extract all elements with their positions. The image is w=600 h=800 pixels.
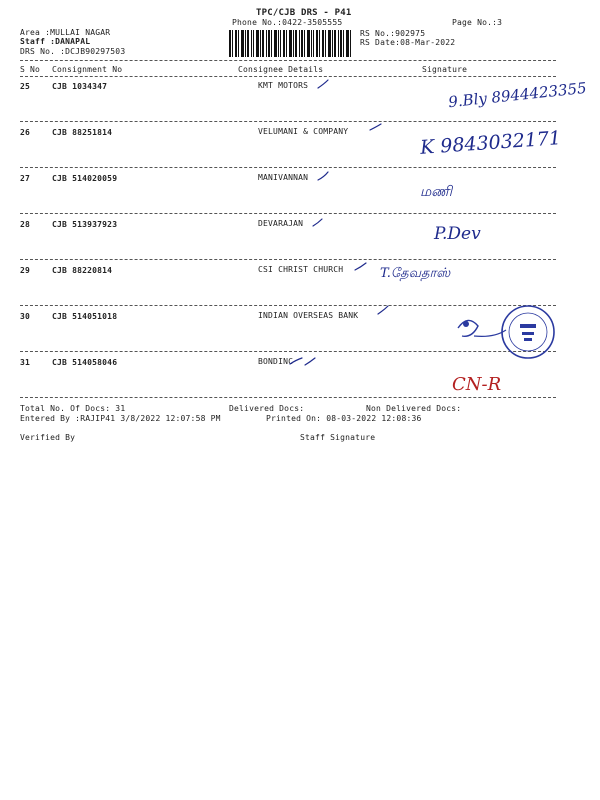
page-number: Page No.:3 bbox=[452, 18, 503, 27]
bank-stamp bbox=[450, 302, 560, 366]
row-consignee: DEVARAJAN bbox=[258, 219, 304, 228]
row-consignee: CSI CHRIST CHURCH bbox=[258, 265, 344, 274]
row-consignment: CJB 514051018 bbox=[52, 312, 118, 321]
tick-mark bbox=[318, 80, 328, 88]
row-sno: 26 bbox=[20, 128, 31, 137]
row-consignee: BONDINC bbox=[258, 357, 294, 366]
column-consignee: Consignee Details bbox=[238, 65, 324, 74]
total-docs: Total No. Of Docs: 31 bbox=[20, 404, 126, 413]
row-consignee: KMT MOTORS bbox=[258, 81, 309, 90]
row-sno: 30 bbox=[20, 312, 31, 321]
row-consignee: INDIAN OVERSEAS BANK bbox=[258, 311, 359, 320]
entered-by: Entered By :RAJIP41 3/8/2022 12:07:58 PM bbox=[20, 414, 221, 423]
signature-row-25: 9.Bly 8944423355 bbox=[447, 78, 588, 112]
tick-mark bbox=[318, 172, 328, 180]
row-consignment: CJB 88251814 bbox=[52, 128, 113, 137]
staff-signature: Staff Signature bbox=[300, 433, 376, 442]
rs-number: RS No.:902975 bbox=[360, 29, 426, 38]
row-consignment: CJB 514058046 bbox=[52, 358, 118, 367]
tick-mark bbox=[370, 124, 381, 130]
tick-mark bbox=[305, 358, 315, 365]
rs-date: RS Date:08-Mar-2022 bbox=[360, 38, 456, 47]
row-sno: 27 bbox=[20, 174, 31, 183]
row-consignment: CJB 513937923 bbox=[52, 220, 118, 229]
non-delivered-docs: Non Delivered Docs: bbox=[366, 404, 462, 413]
row-sno: 29 bbox=[20, 266, 31, 275]
drs-number: DRS No. :DCJB90297503 bbox=[20, 47, 126, 56]
tick-mark bbox=[290, 358, 302, 364]
staff-label: Staff :DANAPAL bbox=[20, 37, 91, 46]
signature-row-26: K 9843032171 bbox=[419, 127, 562, 159]
signature-row-28: P.Dev bbox=[434, 224, 481, 244]
delivered-docs: Delivered Docs: bbox=[229, 404, 305, 413]
signature-row-29: T.தேவதாஸ் bbox=[380, 266, 451, 281]
column-consignment: Consignment No bbox=[52, 65, 123, 74]
area-label: Area :MULLAI NAGAR bbox=[20, 28, 111, 37]
column-sno: S No bbox=[20, 65, 41, 74]
tick-mark bbox=[378, 306, 388, 314]
phone-number: Phone No.:0422-3505555 bbox=[232, 18, 343, 27]
document-title: TPC/CJB DRS - P41 bbox=[256, 8, 352, 18]
signature-row-27: மணி bbox=[420, 184, 453, 200]
tick-mark bbox=[355, 263, 366, 270]
row-consignment: CJB 88220814 bbox=[52, 266, 113, 275]
row-consignment: CJB 1034347 bbox=[52, 82, 108, 91]
row-consignee: MANIVANNAN bbox=[258, 173, 309, 182]
column-signature: Signature bbox=[422, 65, 468, 74]
row-consignment: CJB 514020059 bbox=[52, 174, 118, 183]
row-sno: 28 bbox=[20, 220, 31, 229]
verified-by: Verified By bbox=[20, 433, 76, 442]
row-sno: 31 bbox=[20, 358, 31, 367]
row-consignee: VELUMANI & COMPANY bbox=[258, 127, 349, 136]
signature-row-31: CN-R bbox=[452, 374, 502, 395]
printed-on: Printed On: 08-03-2022 12:08:36 bbox=[266, 414, 422, 423]
row-sno: 25 bbox=[20, 82, 31, 91]
tick-mark bbox=[313, 219, 322, 226]
